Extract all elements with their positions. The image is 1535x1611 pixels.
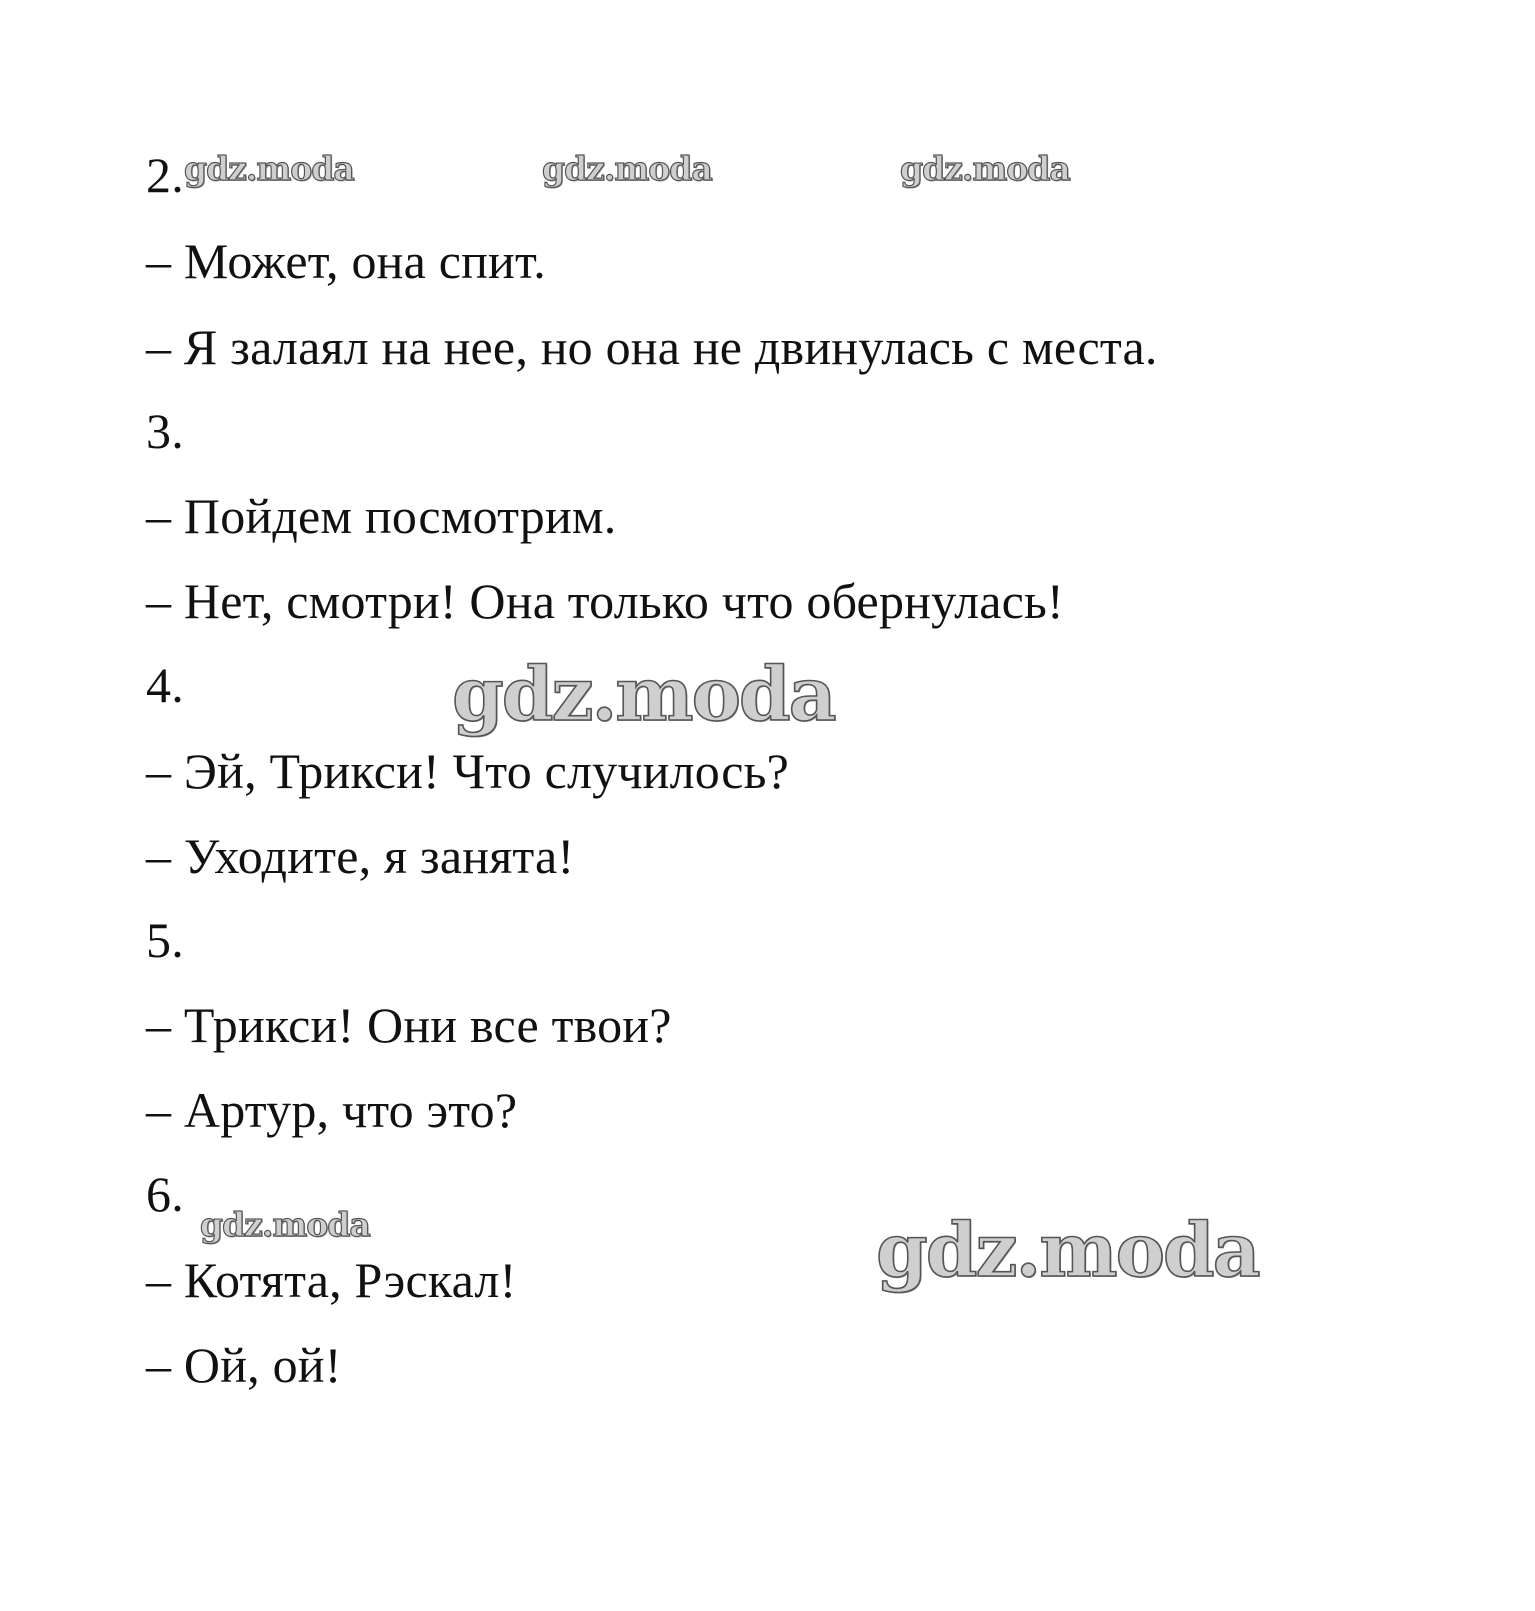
dialogue-line: – Может, она спит. [146,233,546,289]
watermark: gdz.moda [200,1205,370,1244]
watermark: gdz.moda [542,149,712,188]
dialogue-line: – Эй, Трикси! Что случилось? [146,743,790,799]
dialogue-line: – Ой, ой! [146,1337,342,1393]
dialogue-line: – Нет, смотри! Она только что обернулась! [146,573,1064,629]
dialogue-line: – Пойдем посмотрим. [146,488,617,544]
section-number-3: 3. [146,403,184,459]
dialogue-line: – Котята, Рэскал! [146,1252,517,1308]
dialogue-line: – Артур, что это? [146,1082,518,1138]
watermark: gdz.moda [876,1208,1259,1294]
section-number-4: 4. [146,657,184,713]
section-number-5: 5. [146,912,184,968]
section-number-6: 6. [146,1166,184,1222]
watermark: gdz.moda [452,652,835,738]
watermark: gdz.moda [900,149,1070,188]
dialogue-line: – Уходите, я занята! [146,828,575,884]
dialogue-line: – Я залаял на нее, но она не двинулась с места. [146,319,1158,375]
dialogue-line: – Трикси! Они все твои? [146,997,672,1053]
section-number-2: 2. [146,147,184,203]
watermark: gdz.moda [184,149,354,188]
